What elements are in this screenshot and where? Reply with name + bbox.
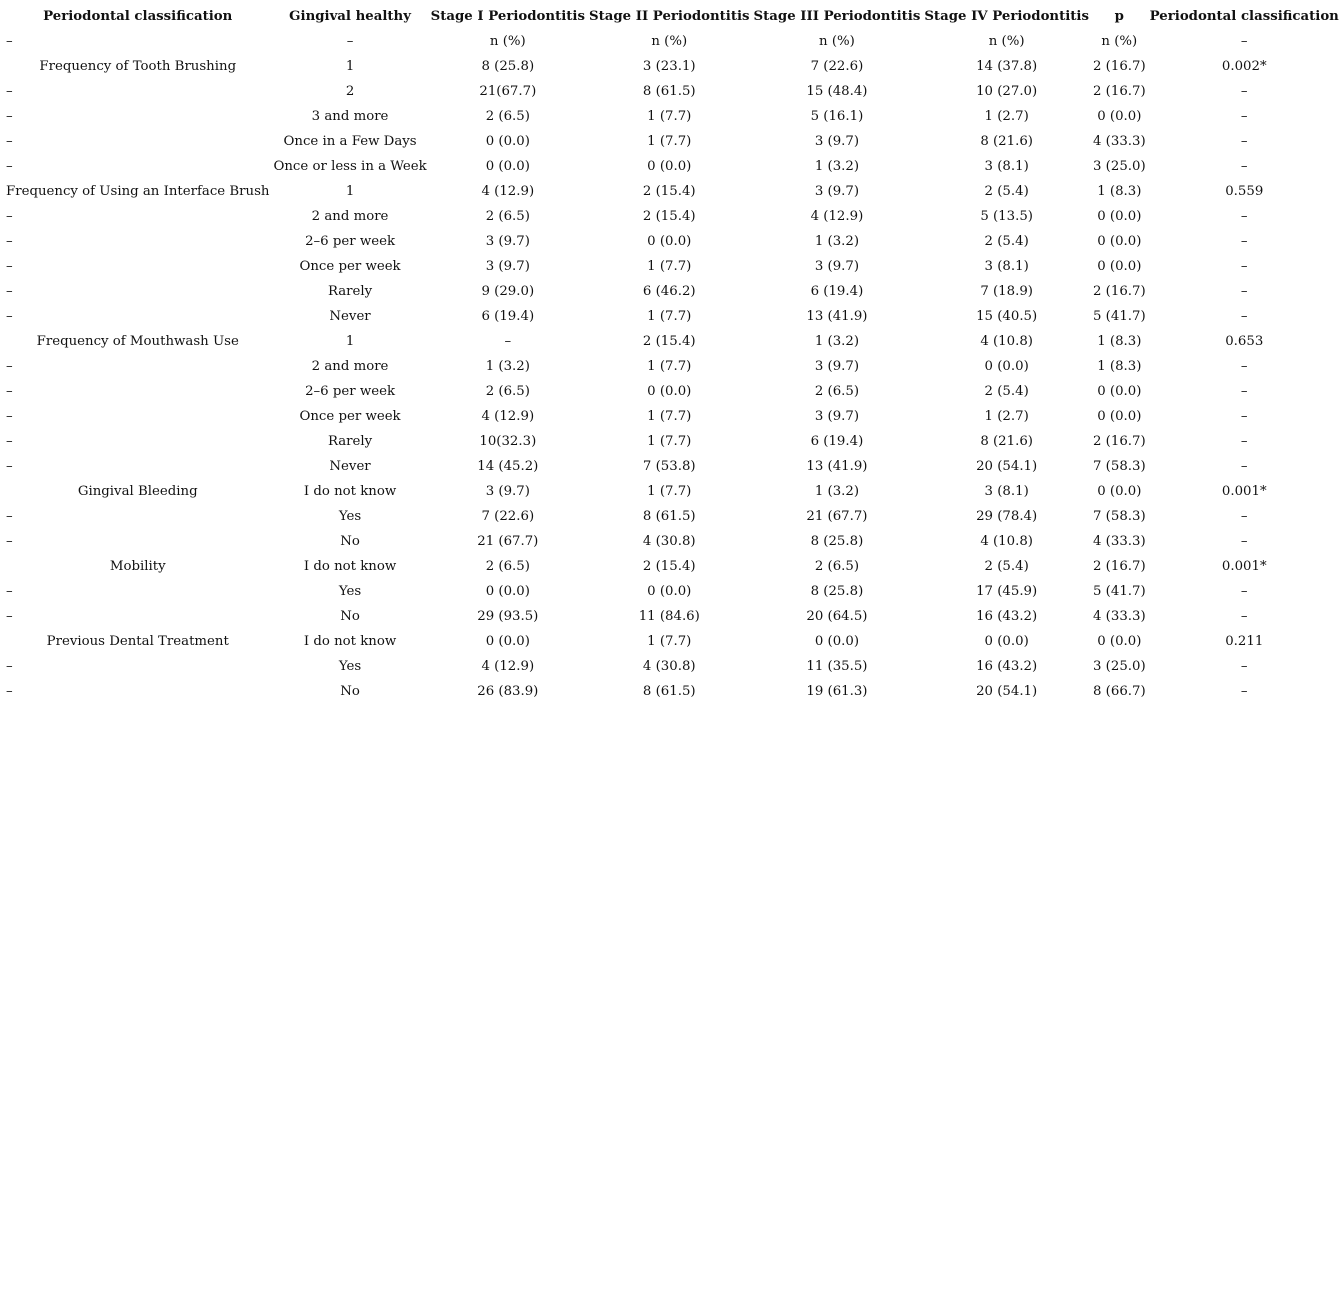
table-cell: – (1240, 459, 1248, 474)
table-cell: – (6, 309, 13, 324)
table-cell: 4 (33.3) (1092, 134, 1146, 149)
table-cell: 0 (0.0) (1097, 109, 1142, 124)
table-cell: 2 (6.5) (485, 384, 530, 399)
table-cell: – (1240, 659, 1248, 674)
table-cell: 1 (3.2) (814, 234, 860, 249)
table-cell: 2 (16.7) (1092, 59, 1146, 74)
table-cell: 0 (0.0) (1097, 484, 1142, 499)
table-cell: 2 (15.4) (642, 184, 696, 199)
table-cell: 3 (9.7) (814, 184, 860, 199)
table-cell: – (6, 84, 13, 99)
table-cell: 0 (0.0) (647, 159, 692, 174)
table-row (4, 254, 1341, 279)
table-cell: 2–6 per week (305, 384, 396, 399)
column-header: Periodontal classification (43, 9, 233, 24)
table-cell: 8 (61.5) (642, 84, 696, 99)
table-cell: 2 (15.4) (642, 209, 696, 224)
table-row (4, 304, 1341, 329)
table-cell: 0 (0.0) (485, 159, 530, 174)
table-row (4, 329, 1341, 354)
table-cell: 4 (33.3) (1092, 534, 1146, 549)
table-cell: 1 (7.7) (647, 359, 692, 374)
table-cell: 4 (30.8) (642, 659, 696, 674)
table-cell: 0.653 (1225, 334, 1264, 349)
table-cell: 3 (23.1) (642, 59, 696, 74)
table-cell: n (%) (1101, 34, 1138, 49)
table-row (4, 529, 1341, 554)
table-cell: Yes (338, 584, 362, 599)
table-cell: 3 (9.7) (814, 134, 860, 149)
table-cell: 8 (66.7) (1092, 684, 1146, 699)
table-cell: 2 (6.5) (485, 209, 530, 224)
table-row (4, 604, 1341, 629)
table-body (4, 29, 1341, 704)
table-cell: 21 (67.7) (477, 534, 539, 549)
table-cell: 1 (3.2) (814, 484, 860, 499)
table-cell: 0 (0.0) (1097, 409, 1142, 424)
column-header: Stage III Periodontitis (753, 9, 921, 24)
table-cell: 13 (41.9) (806, 309, 868, 324)
table-cell: – (6, 534, 13, 549)
table-cell: 1 (8.3) (1097, 184, 1142, 199)
table-cell: – (1240, 409, 1248, 424)
table-cell: n (%) (988, 34, 1025, 49)
table-cell: 10(32.3) (479, 434, 537, 449)
table-row (4, 129, 1341, 154)
table-cell: 2 and more (311, 359, 389, 374)
table-cell: I do not know (303, 559, 397, 574)
table-cell: 7 (58.3) (1092, 459, 1146, 474)
table-cell: 14 (37.8) (976, 59, 1038, 74)
table-cell: Frequency of Using an Interface Brush (6, 184, 270, 199)
table-cell: 7 (53.8) (642, 459, 696, 474)
table-row (4, 429, 1341, 454)
table-cell: 2 (6.5) (485, 109, 530, 124)
table-cell: Yes (338, 659, 362, 674)
table-cell: – (1240, 34, 1248, 49)
table-cell: 4 (12.9) (481, 659, 535, 674)
table-cell: – (6, 234, 13, 249)
table-cell: 0 (0.0) (1097, 259, 1142, 274)
table-cell: – (6, 359, 13, 374)
table-cell: – (1240, 259, 1248, 274)
table-cell: 0 (0.0) (1097, 634, 1142, 649)
table-cell: 1 (7.7) (647, 409, 692, 424)
table-cell: 0.211 (1225, 634, 1264, 649)
table-cell: Frequency of Mouthwash Use (36, 334, 239, 349)
table-cell: 6 (19.4) (810, 434, 864, 449)
table-cell: 2 (6.5) (485, 559, 530, 574)
table-cell: 8 (25.8) (481, 59, 535, 74)
table-cell: – (1240, 109, 1248, 124)
table-cell: – (1240, 134, 1248, 149)
table-cell: 1 (2.7) (984, 109, 1029, 124)
table-row (4, 229, 1341, 254)
table-cell: 2 (5.4) (984, 559, 1029, 574)
table-cell: n (%) (651, 34, 688, 49)
table-cell: – (6, 134, 13, 149)
table-cell: – (504, 334, 512, 349)
table-cell: 3 (9.7) (814, 359, 860, 374)
table-row (4, 54, 1341, 79)
table-cell: 0 (0.0) (647, 234, 692, 249)
table-cell: No (340, 609, 360, 624)
table-cell: 0.002* (1221, 59, 1267, 74)
table-cell: 0 (0.0) (647, 384, 692, 399)
table-cell: 4 (10.8) (980, 534, 1033, 549)
table-cell: 1 (8.3) (1097, 334, 1142, 349)
table-cell: Once or less in a Week (273, 159, 427, 174)
table-cell: 5 (16.1) (810, 109, 864, 124)
table-cell: 6 (46.2) (642, 284, 696, 299)
table-cell: 5 (41.7) (1092, 309, 1146, 324)
table-cell: 1 (2.7) (984, 409, 1029, 424)
table-cell: – (1240, 609, 1248, 624)
table-cell: – (1240, 434, 1248, 449)
table-cell: 0.001* (1221, 559, 1267, 574)
table-cell: 15 (40.5) (976, 309, 1038, 324)
table-cell: Frequency of Tooth Brushing (39, 59, 237, 74)
table-row (4, 79, 1341, 104)
table-cell: – (1240, 234, 1248, 249)
table-cell: 2 (15.4) (642, 559, 696, 574)
table-cell: 7 (58.3) (1092, 509, 1146, 524)
table-cell: 11 (84.6) (638, 609, 700, 624)
table-cell: – (1240, 384, 1248, 399)
table-cell: 11 (35.5) (806, 659, 868, 674)
table-row (4, 29, 1341, 54)
table-cell: 7 (22.6) (810, 59, 864, 74)
table-cell: – (1240, 84, 1248, 99)
table-cell: 3 (9.7) (814, 259, 860, 274)
column-header: Stage IV Periodontitis (924, 9, 1089, 24)
table-row (4, 204, 1341, 229)
table-cell: 2 (5.4) (984, 384, 1029, 399)
table-cell: 1 (345, 59, 355, 74)
table-cell: 2 (16.7) (1092, 284, 1146, 299)
table-cell: – (1240, 309, 1248, 324)
table-cell: 0 (0.0) (647, 584, 692, 599)
table-cell: Mobility (109, 559, 166, 574)
table-cell: 15 (48.4) (806, 84, 868, 99)
table-cell: 3 (8.1) (984, 259, 1029, 274)
table-cell: 8 (61.5) (642, 684, 696, 699)
table-row (4, 354, 1341, 379)
table-cell: Gingival Bleeding (77, 484, 198, 499)
table-cell: – (6, 509, 13, 524)
table-cell: – (6, 684, 13, 699)
column-header: p (1114, 9, 1124, 24)
table-cell: 7 (22.6) (481, 509, 535, 524)
table-cell: Once per week (299, 259, 401, 274)
table-cell: 3 (8.1) (984, 159, 1029, 174)
table-cell: 10 (27.0) (976, 84, 1038, 99)
table-cell: 2 and more (311, 209, 389, 224)
table-cell: – (1240, 209, 1248, 224)
table-cell: – (346, 34, 354, 49)
table-cell: n (%) (489, 34, 526, 49)
table-row (4, 679, 1341, 704)
table-cell: – (6, 609, 13, 624)
table-cell: 3 (9.7) (485, 484, 530, 499)
table-cell: 0 (0.0) (984, 359, 1029, 374)
table-cell: 5 (13.5) (980, 209, 1033, 224)
table-cell: 3 and more (311, 109, 389, 124)
table-cell: 2 (6.5) (814, 384, 860, 399)
table-cell: – (6, 284, 13, 299)
table-cell: 1 (7.7) (647, 309, 692, 324)
table-cell: 4 (33.3) (1092, 609, 1146, 624)
table-cell: 13 (41.9) (806, 459, 868, 474)
table-cell: 0 (0.0) (485, 634, 530, 649)
table-cell: 3 (9.7) (485, 234, 530, 249)
table-cell: I do not know (303, 484, 397, 499)
table-cell: 26 (83.9) (477, 684, 539, 699)
table-cell: 8 (25.8) (810, 534, 864, 549)
table-cell: 2–6 per week (305, 234, 396, 249)
table-cell: 16 (43.2) (976, 659, 1038, 674)
table-cell: – (1240, 534, 1248, 549)
table-cell: 1 (7.7) (647, 484, 692, 499)
table-cell: 21(67.7) (479, 84, 537, 99)
table-cell: 2 (16.7) (1092, 559, 1146, 574)
table-cell: – (6, 209, 13, 224)
table-cell: – (6, 259, 13, 274)
table-row (4, 404, 1341, 429)
table-cell: – (6, 434, 13, 449)
table-cell: 1 (7.7) (647, 259, 692, 274)
table-cell: 2 (6.5) (814, 559, 860, 574)
table-cell: 5 (41.7) (1092, 584, 1146, 599)
table-cell: 0 (0.0) (814, 634, 860, 649)
table-cell: 29 (78.4) (976, 509, 1038, 524)
table-cell: 4 (10.8) (980, 334, 1033, 349)
table-cell: 20 (54.1) (976, 459, 1038, 474)
table-row (4, 279, 1341, 304)
table-cell: 2 (16.7) (1092, 434, 1146, 449)
table-cell: 6 (19.4) (810, 284, 864, 299)
table-cell: Previous Dental Treatment (46, 634, 229, 649)
table-cell: Never (329, 309, 371, 324)
table-cell: 3 (8.1) (984, 484, 1029, 499)
table-cell: – (6, 409, 13, 424)
table-cell: 0.001* (1221, 484, 1267, 499)
table-cell: 4 (12.9) (810, 209, 864, 224)
table-cell: Once in a Few Days (283, 134, 417, 149)
table-cell: 1 (3.2) (485, 359, 530, 374)
table-cell: 21 (67.7) (806, 509, 868, 524)
table-cell: 4 (30.8) (642, 534, 696, 549)
table-cell: 3 (9.7) (814, 409, 860, 424)
table-cell: 2 (345, 84, 355, 99)
table-cell: 2 (5.4) (984, 184, 1029, 199)
periodontal-table (4, 4, 1341, 704)
table-cell: I do not know (303, 634, 397, 649)
table-row (4, 554, 1341, 579)
table-cell: – (6, 459, 13, 474)
table-cell: 7 (18.9) (980, 284, 1033, 299)
table-cell: 8 (21.6) (980, 134, 1033, 149)
table-cell: – (6, 659, 13, 674)
table-cell: 0 (0.0) (1097, 209, 1142, 224)
table-cell: 1 (345, 334, 355, 349)
table-cell: – (1240, 509, 1248, 524)
table-cell: – (1240, 284, 1248, 299)
table-header-row (4, 4, 1341, 29)
table-cell: – (6, 159, 13, 174)
table-cell: Rarely (327, 434, 373, 449)
column-header: Stage I Periodontitis (430, 9, 585, 24)
table-cell: 6 (19.4) (481, 309, 535, 324)
table-row (4, 104, 1341, 129)
table-row (4, 579, 1341, 604)
column-header: Stage II Periodontitis (588, 9, 750, 24)
table-cell: 1 (8.3) (1097, 359, 1142, 374)
column-header: Gingival healthy (289, 9, 411, 24)
table-cell: – (1240, 359, 1248, 374)
table-cell: 19 (61.3) (806, 684, 868, 699)
table-cell: 1 (3.2) (814, 334, 860, 349)
table-cell: 9 (29.0) (481, 284, 535, 299)
table-cell: – (6, 109, 13, 124)
table-row (4, 504, 1341, 529)
table-cell: Never (329, 459, 371, 474)
table-cell: n (%) (819, 34, 855, 49)
table-cell: 0 (0.0) (485, 134, 530, 149)
table-cell: 2 (15.4) (642, 334, 696, 349)
table-cell: 29 (93.5) (477, 609, 539, 624)
table-cell: 1 (345, 184, 355, 199)
table-cell: – (1240, 159, 1248, 174)
table-cell: 3 (25.0) (1092, 159, 1146, 174)
table-row (4, 379, 1341, 404)
table-row (4, 454, 1341, 479)
table-cell: 4 (12.9) (481, 184, 535, 199)
table-cell: 14 (45.2) (477, 459, 539, 474)
table-cell: 1 (7.7) (647, 634, 692, 649)
table-cell: 0.559 (1225, 184, 1264, 199)
table-cell: – (6, 34, 13, 49)
table-cell: – (1240, 584, 1248, 599)
table-row (4, 154, 1341, 179)
table-cell: No (340, 684, 360, 699)
table-cell: – (6, 384, 13, 399)
table-cell: 1 (3.2) (814, 159, 860, 174)
table-cell: 17 (45.9) (976, 584, 1038, 599)
table-cell: 4 (12.9) (481, 409, 535, 424)
table-cell: – (6, 584, 13, 599)
table-cell: 0 (0.0) (1097, 384, 1142, 399)
table-cell: 20 (64.5) (806, 609, 868, 624)
table-cell: 16 (43.2) (976, 609, 1038, 624)
table-cell: No (340, 534, 360, 549)
table-cell: 8 (61.5) (642, 509, 696, 524)
table-cell: – (1240, 684, 1248, 699)
table-cell: 1 (7.7) (647, 134, 692, 149)
table-cell: 8 (25.8) (810, 584, 864, 599)
table-row (4, 479, 1341, 504)
column-header: Periodontal classification (1149, 9, 1339, 24)
table-cell: Rarely (327, 284, 373, 299)
table-cell: 2 (5.4) (984, 234, 1029, 249)
table-cell: 0 (0.0) (485, 584, 530, 599)
table-cell: 20 (54.1) (976, 684, 1038, 699)
table-cell: 3 (25.0) (1092, 659, 1146, 674)
table-cell: 0 (0.0) (984, 634, 1029, 649)
table-row (4, 629, 1341, 654)
table-cell: 1 (7.7) (647, 109, 692, 124)
table-cell: 1 (7.7) (647, 434, 692, 449)
table-cell: Yes (338, 509, 362, 524)
table-cell: 3 (9.7) (485, 259, 530, 274)
table-row (4, 654, 1341, 679)
table-cell: 8 (21.6) (980, 434, 1033, 449)
table-cell: Once per week (299, 409, 401, 424)
table-row (4, 179, 1341, 204)
table-cell: 2 (16.7) (1092, 84, 1146, 99)
table-cell: 0 (0.0) (1097, 234, 1142, 249)
